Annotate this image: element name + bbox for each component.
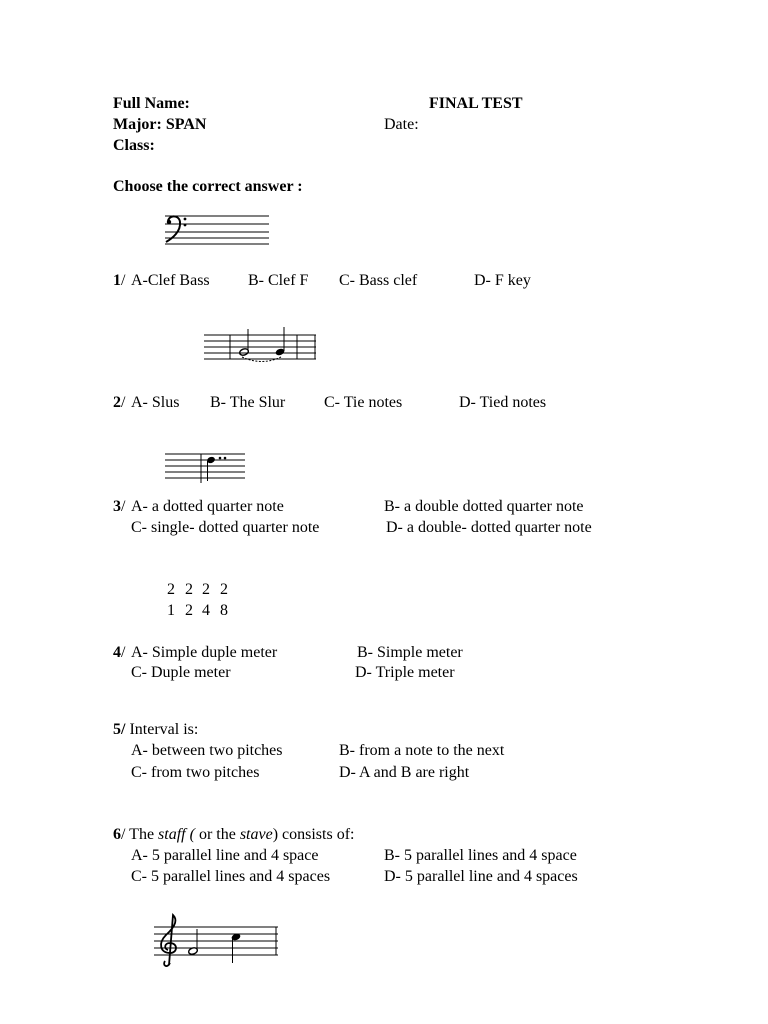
major-label: Major: SPAN [113, 116, 207, 133]
meter-bottom-2: 2 [185, 602, 193, 619]
q2-number: 2 [113, 394, 121, 411]
q1-option-a[interactable]: A-Clef Bass [131, 272, 210, 289]
q3-option-c[interactable]: C- single- dotted quarter note [131, 519, 320, 536]
meter-bottom-4: 8 [220, 602, 228, 619]
q1-option-b[interactable]: B- Clef F [248, 272, 309, 289]
q3-option-a[interactable]: A- a dotted quarter note [131, 498, 284, 515]
q1-option-d[interactable]: D- F key [474, 272, 531, 289]
class-label: Class: [113, 137, 155, 154]
q6-stem-3: ) consists of: [272, 826, 355, 843]
q1-line [113, 271, 125, 291]
q4-separator: / [121, 644, 126, 661]
q6-line [113, 825, 354, 845]
q5-option-c[interactable]: C- from two pitches [131, 764, 260, 781]
meter-top-1: 2 [167, 581, 175, 598]
q6-stem-stave: stave [239, 826, 273, 843]
q4-line [113, 643, 125, 663]
instructions: Choose the correct answer : [113, 178, 303, 195]
q5-option-d[interactable]: D- A and B are right [339, 764, 470, 781]
q7-treble-clef-staff-figure [152, 913, 282, 969]
q4-number: 4 [113, 644, 121, 661]
q3-number: 3 [113, 498, 121, 515]
q2-option-c[interactable]: C- Tie notes [324, 394, 403, 411]
q2-option-a[interactable]: A- Slus [131, 394, 180, 411]
q3-option-b[interactable]: B- a double dotted quarter note [384, 498, 584, 515]
q2-slur-staff-figure [202, 325, 320, 367]
q6-stem-staff: staff ( [158, 826, 195, 843]
q6-stem-1: The [125, 826, 159, 843]
q5-number: 5 [113, 721, 121, 738]
meter-bottom-3: 4 [202, 602, 210, 619]
q6-number: 6 [113, 826, 121, 843]
q4-option-a[interactable]: A- Simple duple meter [131, 644, 278, 661]
meter-top-4: 2 [220, 581, 228, 598]
q2-separator: / [121, 394, 126, 411]
q3-dotted-note-staff-figure [163, 450, 249, 484]
meter-top-3: 2 [202, 581, 210, 598]
q5-line [113, 720, 198, 740]
meter-bottom-1: 1 [167, 602, 175, 619]
meter-top-2: 2 [185, 581, 193, 598]
q4-option-d[interactable]: D- Triple meter [355, 664, 455, 681]
date-label: Date: [384, 116, 419, 133]
q5-option-a[interactable]: A- between two pitches [131, 742, 283, 759]
q6-option-c[interactable]: C- 5 parallel lines and 4 spaces [131, 868, 331, 885]
q2-option-b[interactable]: B- The Slur [210, 394, 286, 411]
q6-separator: / [121, 826, 126, 843]
q6-option-a[interactable]: A- 5 parallel line and 4 space [131, 847, 319, 864]
q4-option-c[interactable]: C- Duple meter [131, 664, 231, 681]
q6-stem-2: or the [194, 826, 240, 843]
page-title: FINAL TEST [429, 95, 523, 112]
q1-number: 1 [113, 272, 121, 289]
q5-stem: Interval is: [129, 721, 199, 738]
full-name-label: Full Name: [113, 95, 190, 112]
q1-separator: / [121, 272, 126, 289]
q3-line [113, 497, 125, 517]
q3-separator: / [121, 498, 126, 515]
q6-option-d[interactable]: D- 5 parallel line and 4 spaces [384, 868, 578, 885]
q2-line [113, 393, 125, 413]
q3-option-d[interactable]: D- a double- dotted quarter note [386, 519, 592, 536]
q4-option-b[interactable]: B- Simple meter [357, 644, 463, 661]
q6-option-b[interactable]: B- 5 parallel lines and 4 space [384, 847, 577, 864]
q5-separator: / [121, 721, 126, 738]
q1-option-c[interactable]: C- Bass clef [339, 272, 418, 289]
q1-bass-clef-staff-figure [163, 213, 273, 247]
q2-option-d[interactable]: D- Tied notes [459, 394, 547, 411]
q5-option-b[interactable]: B- from a note to the next [339, 742, 505, 759]
